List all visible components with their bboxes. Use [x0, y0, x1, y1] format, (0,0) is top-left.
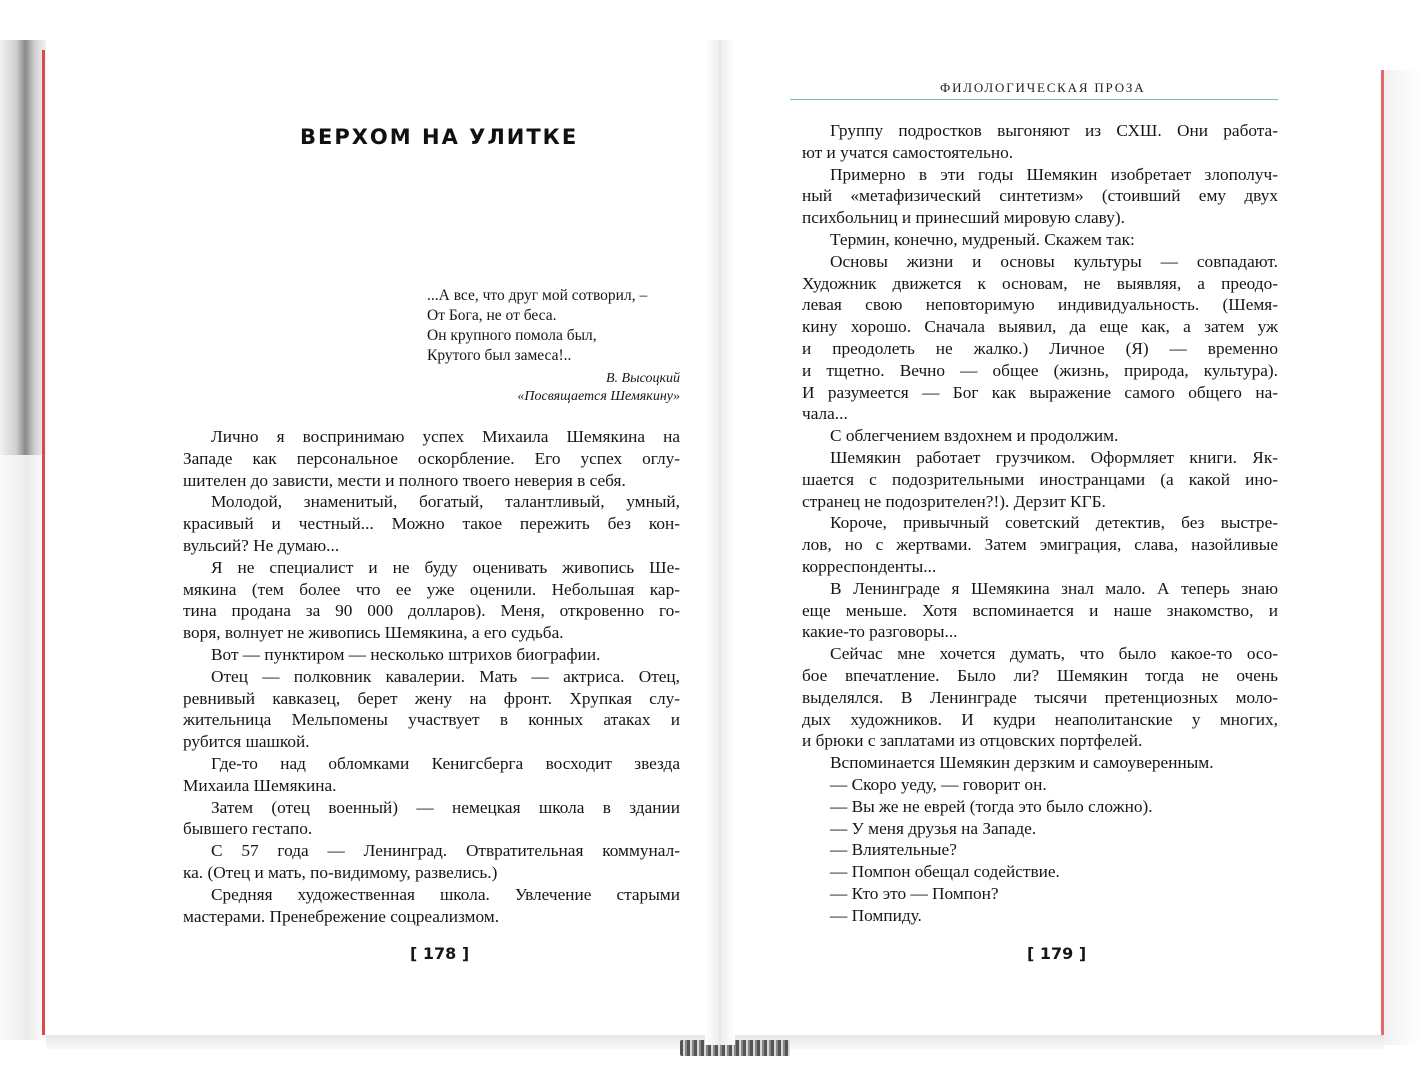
book-right-edge	[1384, 70, 1421, 1045]
text-line: выделялся. В Ленинграде тысячи претенциозных моло-	[802, 687, 1278, 707]
text-line: Группу подростков выгоняют из СХШ. Они работа-	[830, 121, 1278, 140]
paragraph	[183, 840, 680, 884]
left-body-text	[183, 426, 680, 927]
epigraph-line: Он крупного помола был,	[427, 327, 597, 344]
text-line: Вспоминается Шемякин дерзким и самоуверенным.	[830, 753, 1214, 773]
text-line: чала...	[802, 404, 848, 424]
text-line: Художник движется к основам, не выявляя, а преодо-	[802, 273, 1278, 293]
paragraph	[183, 884, 680, 928]
paragraph	[802, 447, 1278, 512]
text-line: В Ленинграде я Шемякина знал мало. А теперь знаю	[830, 578, 1278, 598]
text-line: бывшего гестапо.	[183, 819, 313, 839]
paragraph	[802, 905, 1278, 927]
paragraph	[183, 644, 680, 666]
paragraph	[802, 752, 1278, 774]
text-line: красивый и честный... Можно такое пережить без кон-	[183, 514, 680, 534]
text-line: Где-то над обломками Кенигсберга восходит звезда	[211, 753, 680, 773]
text-line: Затем (отец военный) — немецкая школа в здании	[211, 797, 680, 817]
paragraph	[802, 251, 1278, 425]
text-line: странец не подозрителен?!). Дерзит КГБ.	[802, 491, 1106, 511]
paragraph	[802, 774, 1278, 796]
text-line: Молодой, знаменитый, богатый, талантливый, умный,	[211, 492, 680, 512]
page-number-right: [ 179 ]	[1027, 944, 1087, 963]
paragraph	[183, 557, 680, 644]
paragraph	[802, 229, 1278, 251]
paragraph	[802, 512, 1278, 577]
text-line: — Помпиду.	[830, 905, 922, 925]
page-number-left: [ 178 ]	[410, 944, 470, 963]
text-line: мастерами. Пренебрежение соцреализмом.	[183, 906, 500, 926]
text-line: — Вы же не еврей (тогда это было сложно).	[830, 796, 1153, 816]
paragraph	[802, 839, 1278, 861]
text-line: Лично я воспринимаю успех Михаила Шемякина на	[211, 427, 680, 446]
paragraph	[802, 643, 1278, 752]
text-line: мякина (тем более что ее уже оценили. Небольшая кар-	[183, 579, 680, 599]
text-line: вульсий? Не думаю...	[183, 535, 340, 555]
epigraph-line: От Бога, не от беса.	[427, 307, 557, 324]
text-line: Я не специалист и не буду оценивать живопись Ше-	[211, 557, 680, 577]
text-line: Сейчас мне хочется думать, что было какое-то осо-	[830, 644, 1278, 664]
text-line: и преодолеть не жалко.) Личное (Я) — временно	[802, 338, 1278, 358]
paragraph	[802, 578, 1278, 643]
epigraph-source: «Посвящается Шемякину»	[517, 389, 680, 404]
text-line: лов, но с жертвами. Затем эмиграция, слава, назойливые	[802, 535, 1278, 555]
text-line: дых художников. И кудри неаполитанские у многих,	[802, 709, 1278, 729]
text-line: еще меньше. Хотя вспоминается и наше знакомство, и	[802, 600, 1278, 620]
text-line: шается с подозрительными иностранцами (а какой ино-	[802, 469, 1278, 489]
text-line: Шемякин работает грузчиком. Оформляет книги. Як-	[830, 447, 1278, 467]
epigraph	[427, 286, 687, 366]
text-line: — У меня друзья на Западе.	[830, 818, 1037, 838]
epigraph-author: В. Высоцкий	[606, 371, 680, 386]
text-line: — Кто это — Помпон?	[830, 883, 999, 903]
text-line: С облегчением вздохнем и продолжим.	[830, 426, 1119, 446]
book-left-edge-lower	[0, 455, 46, 1040]
text-line: Вот — пунктиром — несколько штрихов биографии.	[211, 644, 601, 664]
text-line: кину хорошо. Сначала выявил, да еще как, а затем уж	[802, 317, 1278, 337]
paragraph	[802, 796, 1278, 818]
page-edge-red-right	[1381, 70, 1384, 1035]
paragraph	[183, 491, 680, 556]
text-line: воря, волнует не живопись Шемякина, а его судьба.	[183, 623, 564, 643]
text-line: — Влиятельные?	[830, 840, 957, 860]
text-line: какие-то разговоры...	[802, 622, 958, 642]
paragraph	[183, 426, 680, 491]
text-line: жительница Мельпомены участвует в конных атаках и	[183, 710, 680, 730]
text-line: Западе как персональное оскорбление. Его успех оглу-	[183, 448, 680, 468]
text-line: рубится шашкой.	[183, 732, 310, 752]
paragraph	[802, 818, 1278, 840]
epigraph-attribution	[440, 370, 680, 406]
text-line: и брюки с заплатами из отцовских портфелей.	[802, 731, 1143, 751]
paragraph	[802, 883, 1278, 905]
running-head-rule	[790, 99, 1278, 100]
chapter-title: ВЕРХОМ НА УЛИТКЕ	[300, 125, 579, 149]
text-line: — Помпон обещал содействие.	[830, 862, 1060, 882]
text-line: ка. (Отец и мать, по-видимому, развелись.)	[183, 862, 498, 882]
paragraph	[802, 164, 1278, 229]
text-line: С 57 года — Ленинград. Отвратительная коммунал-	[211, 841, 680, 861]
text-line: шителен до зависти, мести и полного твоего неверия в себя.	[183, 470, 626, 490]
book-binding	[680, 1040, 790, 1056]
text-line: И разумеется — Бог как выражение самого общего на-	[802, 382, 1278, 402]
text-line: бое впечатление. Было ли? Шемякин тогда не очень	[802, 665, 1278, 685]
running-head: ФИЛОЛОГИЧЕСКАЯ ПРОЗА	[940, 80, 1146, 95]
paragraph	[802, 425, 1278, 447]
text-line: корреспонденты...	[802, 556, 937, 576]
text-line: — Скоро уеду, — говорит он.	[830, 774, 1047, 794]
paragraph	[183, 753, 680, 797]
text-line: ревнивый кавказец, берет жену на фронт. Хрупкая слу-	[183, 688, 680, 708]
epigraph-line: ...А все, что друг мой сотворил, –	[427, 287, 648, 304]
text-line: и тщетно. Вечно — общее (жизнь, природа, культура).	[802, 360, 1278, 380]
text-line: ный «метафизический синтетизм» (стоивший ему двух	[802, 186, 1278, 206]
paragraph	[183, 797, 680, 841]
text-line: левая свою неповторимую индивидуальность. (Шемя-	[802, 295, 1278, 315]
text-line: Отец — полковник кавалерии. Мать — актриса. Отец,	[211, 666, 680, 686]
right-body-text	[802, 120, 1278, 926]
epigraph-line: Крутого был замеса!..	[427, 347, 572, 364]
text-line: Средняя художественная школа. Увлечение старыми	[211, 884, 680, 904]
left-page	[170, 0, 685, 1040]
text-line: Короче, привычный советский детектив, без выстре-	[830, 513, 1278, 533]
text-line: психбольниц и принесший мировую славу).	[802, 208, 1125, 228]
text-line: Термин, конечно, мудреный. Скажем так:	[830, 229, 1135, 249]
page-edge-red-left	[42, 50, 45, 1035]
paragraph	[802, 120, 1278, 164]
text-line: Михаила Шемякина.	[183, 775, 337, 795]
text-line: Примерно в эти годы Шемякин изобретает злополуч-	[830, 164, 1278, 184]
book-gutter	[705, 40, 735, 1045]
text-line: тина продана за 90 000 долларов). Меня, откровенно го-	[183, 601, 680, 621]
paragraph	[802, 861, 1278, 883]
paragraph	[183, 666, 680, 753]
right-page	[790, 0, 1278, 1040]
text-line: ют и учатся самостоятельно.	[802, 142, 1014, 162]
text-line: Основы жизни и основы культуры — совпадают.	[830, 251, 1278, 271]
